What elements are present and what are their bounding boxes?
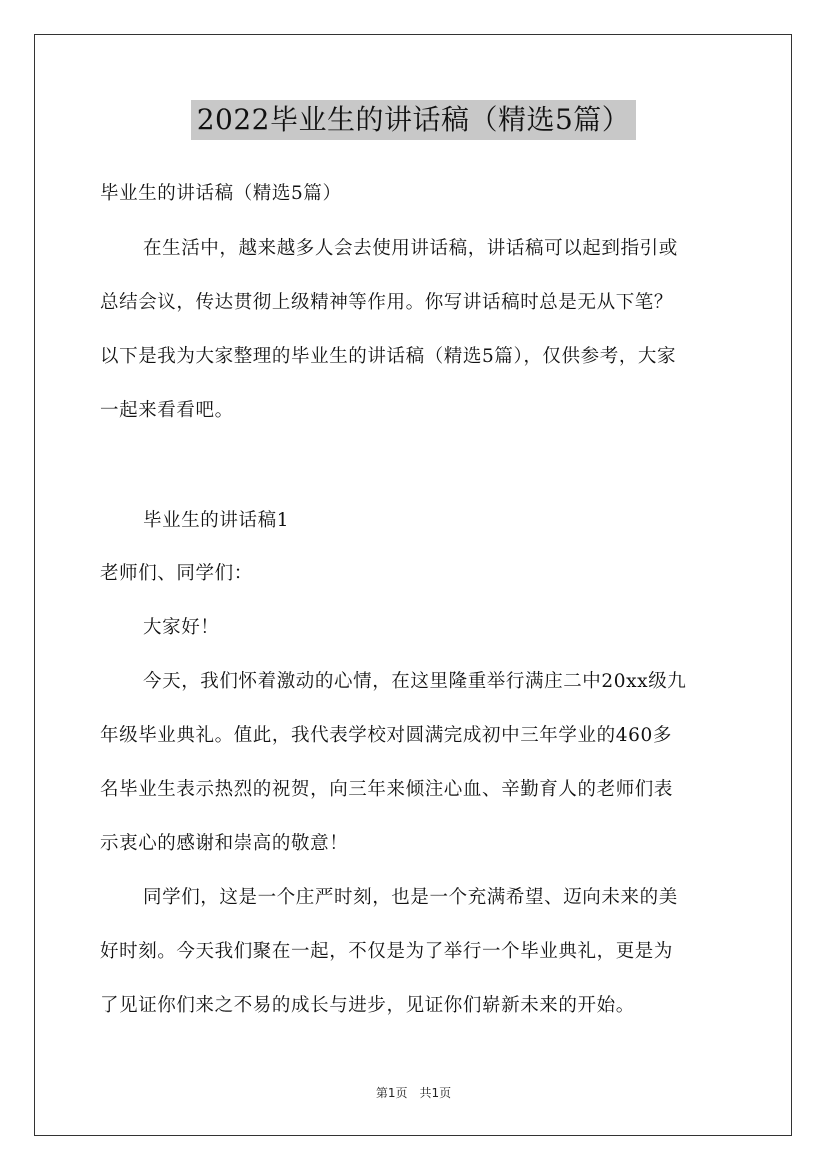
section-heading: 毕业生的讲话稿1 bbox=[143, 510, 290, 531]
subtitle: 毕业生的讲话稿（精选5篇） bbox=[100, 183, 342, 204]
paragraph-line: 示衷心的感谢和崇高的敬意！ bbox=[100, 833, 349, 854]
intro-line: 总结会议，传达贯彻上级精神等作用。你写讲话稿时总是无从下笔？ bbox=[100, 292, 674, 313]
paragraph-line: 同学们，这是一个庄严时刻，也是一个充满希望、迈向未来的美 bbox=[143, 887, 678, 908]
paragraph-line: 好时刻。今天我们聚在一起，不仅是为了举行一个毕业典礼，更是为 bbox=[100, 941, 674, 962]
document-title: 2022毕业生的讲话稿（精选5篇） bbox=[191, 100, 637, 140]
intro-line: 在生活中，越来越多人会去使用讲话稿，讲话稿可以起到指引或 bbox=[143, 238, 678, 259]
page-number-footer: 第1页 共1页 bbox=[375, 1086, 452, 1100]
paragraph-line: 年级毕业典礼。值此，我代表学校对圆满完成初中三年学业的460多 bbox=[100, 725, 672, 746]
intro-line: 以下是我为大家整理的毕业生的讲话稿（精选5篇），仅供参考，大家 bbox=[100, 346, 677, 367]
paragraph-line: 名毕业生表示热烈的祝贺，向三年来倾注心血、辛勤育人的老师们表 bbox=[100, 779, 674, 800]
paragraph-line: 了见证你们来之不易的成长与进步，见证你们崭新未来的开始。 bbox=[100, 995, 635, 1016]
title-container bbox=[0, 100, 827, 140]
greeting: 大家好！ bbox=[143, 617, 220, 638]
intro-line: 一起来看看吧。 bbox=[100, 400, 234, 421]
paragraph-line: 今天，我们怀着激动的心情，在这里隆重举行满庄二中20xx级九 bbox=[143, 671, 687, 692]
salutation: 老师们、同学们： bbox=[100, 563, 253, 584]
